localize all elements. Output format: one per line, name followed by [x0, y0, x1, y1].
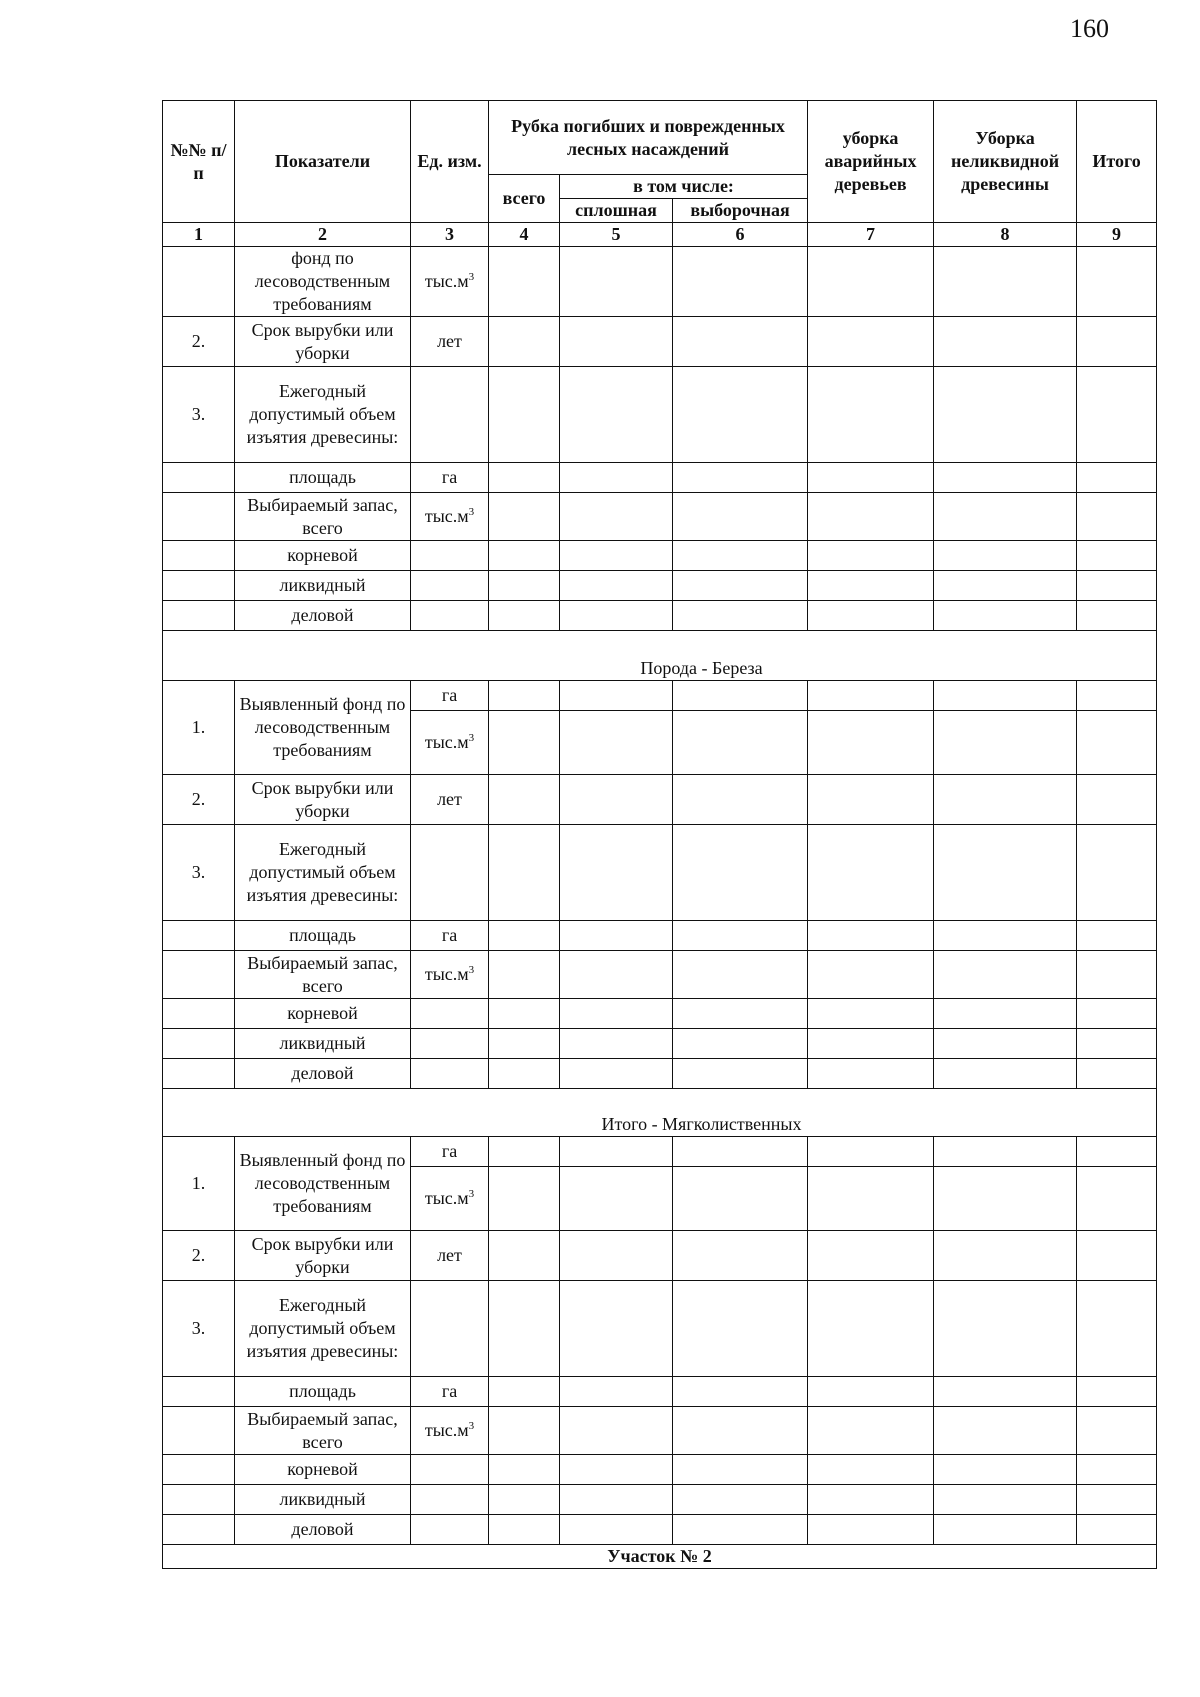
colnum-6: 6: [673, 223, 808, 247]
header-emergency: уборка аварийных деревьев: [808, 101, 934, 223]
section-plot-2: Участок № 2: [163, 1545, 1157, 1569]
unit-cell: га: [411, 1137, 489, 1167]
row-number: 1.: [163, 1137, 235, 1231]
unit-cell: га: [411, 1377, 489, 1407]
row-label-area: площадь: [235, 463, 411, 493]
unit-cell: $тыс.м^3$: [411, 1167, 489, 1231]
unit-cell: га: [411, 681, 489, 711]
header-total: всего: [489, 175, 560, 223]
unit-cell: $тыс.м^3$: [411, 247, 489, 317]
header-selective: выборочная: [673, 199, 808, 223]
row-label-identified: Выявленный фонд по лесоводственным требованиям: [235, 1137, 411, 1231]
colnum-7: 7: [808, 223, 934, 247]
unit-cell: $тыс.м^3$: [411, 493, 489, 541]
unit-cell: $тыс.м^3$: [411, 951, 489, 999]
row-label-identified-cont: фонд по лесоводственным требованиям: [235, 247, 411, 317]
row-label-liquid: ликвидный: [235, 571, 411, 601]
forest-cutting-table: [162, 100, 1157, 1569]
row-label-stock: Выбираемый запас, всего: [235, 1407, 411, 1455]
colnum-4: 4: [489, 223, 560, 247]
header-indicators: Показатели: [235, 101, 411, 223]
row-label-area: площадь: [235, 1377, 411, 1407]
unit-cell: $тыс.м^3$: [411, 711, 489, 775]
row-label-liquid: ликвидный: [235, 1029, 411, 1059]
colnum-8: 8: [934, 223, 1077, 247]
row-number: 1.: [163, 681, 235, 775]
row-label-root: корневой: [235, 999, 411, 1029]
row-label-identified: Выявленный фонд по лесоводственным требованиям: [235, 681, 411, 775]
row-label-annual: Ежегодный допустимый объем изъятия древесины:: [235, 367, 411, 463]
row-label-business: деловой: [235, 1515, 411, 1545]
row-label-root: корневой: [235, 1455, 411, 1485]
header-solid: сплошная: [560, 199, 673, 223]
row-number: 2.: [163, 775, 235, 825]
colnum-9: 9: [1077, 223, 1157, 247]
row-label-stock: Выбираемый запас, всего: [235, 951, 411, 999]
unit-cell: лет: [411, 1231, 489, 1281]
colnum-3: 3: [411, 223, 489, 247]
header-including: в том числе:: [560, 175, 808, 199]
row-label-term: Срок вырубки или уборки: [235, 317, 411, 367]
unit-cell: лет: [411, 317, 489, 367]
row-number: 2.: [163, 317, 235, 367]
row-label-liquid: ликвидный: [235, 1485, 411, 1515]
row-number: 3.: [163, 1281, 235, 1377]
row-number: 2.: [163, 1231, 235, 1281]
header-illiquid: Уборка неликвидной древесины: [934, 101, 1077, 223]
header-itogo: Итого: [1077, 101, 1157, 223]
page-number: 160: [1070, 14, 1109, 43]
header-cutting-group: Рубка погибших и поврежденных лесных насаждений: [489, 101, 808, 175]
colnum-1: 1: [163, 223, 235, 247]
row-label-term: Срок вырубки или уборки: [235, 1231, 411, 1281]
section-birch: Порода - Береза: [163, 631, 1157, 681]
row-label-business: деловой: [235, 601, 411, 631]
unit-cell: лет: [411, 775, 489, 825]
colnum-2: 2: [235, 223, 411, 247]
header-num: №№ п/п: [163, 101, 235, 223]
section-soft-total: Итого - Мягколиственных: [163, 1089, 1157, 1137]
row-label-term: Срок вырубки или уборки: [235, 775, 411, 825]
unit-cell: $тыс.м^3$: [411, 1407, 489, 1455]
row-number: 3.: [163, 825, 235, 921]
unit-cell: га: [411, 921, 489, 951]
colnum-5: 5: [560, 223, 673, 247]
unit-cell: га: [411, 463, 489, 493]
row-label-stock: Выбираемый запас, всего: [235, 493, 411, 541]
row-label-annual: Ежегодный допустимый объем изъятия древесины:: [235, 1281, 411, 1377]
header-unit: Ед. изм.: [411, 101, 489, 223]
row-label-annual: Ежегодный допустимый объем изъятия древесины:: [235, 825, 411, 921]
row-number: 3.: [163, 367, 235, 463]
row-label-root: корневой: [235, 541, 411, 571]
row-label-business: деловой: [235, 1059, 411, 1089]
row-label-area: площадь: [235, 921, 411, 951]
